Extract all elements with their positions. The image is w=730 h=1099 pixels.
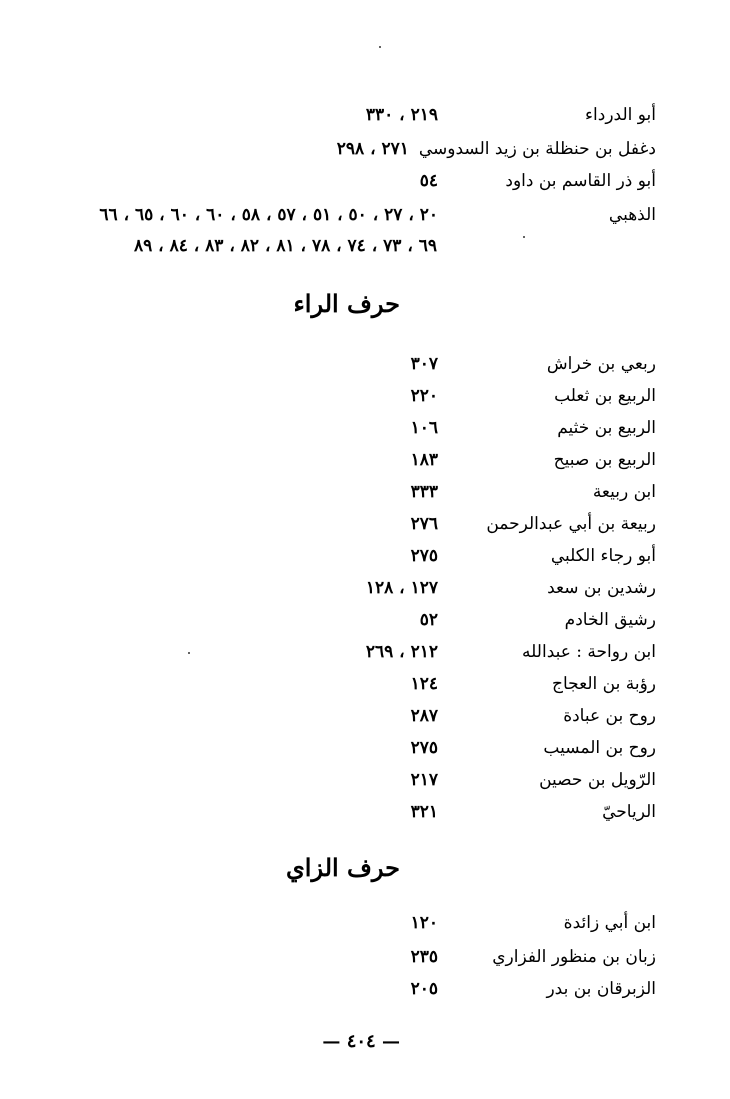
index-entry (288, 509, 656, 539)
entry-name: أبو رجاء الكلبي (550, 546, 656, 566)
section-heading-zay: حرف الزاي (286, 853, 400, 882)
entry-name: الربيع بن صبيح (553, 450, 656, 470)
entry-name: رشدين بن سعد (547, 578, 656, 598)
entry-pages: ٢١٧ (410, 770, 438, 790)
entry-pages: ٣٠٧ (410, 354, 438, 374)
entry-pages: ٢٢٠ (410, 386, 438, 406)
index-entry (288, 701, 656, 731)
index-entry (288, 349, 656, 379)
entry-pages: ١٢٤ (410, 674, 438, 694)
entry-name: الرياحيّ (602, 802, 656, 822)
entry-name: رؤبة بن العجاج (552, 674, 656, 694)
index-entry (288, 381, 656, 411)
index-entry (288, 100, 656, 130)
page-number: — ٤٠٤ — (322, 1031, 400, 1052)
entry-name: أبو ذر القاسم بن داود (505, 171, 656, 191)
index-entry (288, 637, 656, 667)
entry-name: روح بن المسيب (543, 738, 656, 758)
entry-name: ابن أبي زائدة (563, 913, 656, 933)
entry-pages: ١٢٧ ، ١٢٨ (365, 578, 438, 598)
index-entry (288, 733, 656, 763)
entry-name: ابن ربيعة (592, 482, 656, 502)
entry-name: الزبرقان بن بدر (546, 979, 656, 999)
index-entry (288, 573, 656, 603)
entry-pages: ١٠٦ (410, 418, 438, 438)
entry-pages: ٢٧١ ، ٢٩٨ (336, 139, 409, 159)
index-entry (288, 942, 656, 972)
entry-pages: ٢٠ ، ٢٧ ، ٥٠ ، ٥١ ، ٥٧ ، ٥٨ ، ٦٠ ، ٦٠ ، ٦٥ ، ٦٦ (99, 205, 438, 225)
entry-name: ربيعة بن أبي عبدالرحمن (486, 514, 656, 534)
entry-pages: ٢٠٥ (410, 979, 438, 999)
entry-pages: ٢٣٥ (410, 947, 438, 967)
entry-name: الرّويل بن حصين (539, 770, 656, 790)
index-entry (288, 477, 656, 507)
entry-name: ربعي بن خراش (546, 354, 656, 374)
index-entry (337, 134, 656, 164)
entry-pages: ٢١٢ ، ٢٦٩ (365, 642, 438, 662)
entry-pages: ١٢٠ (410, 913, 438, 933)
entry-name: الربيع بن ثعلب (554, 386, 656, 406)
entry-pages: ٣٢١ (410, 802, 438, 822)
entry-pages: ٣٣٣ (410, 482, 438, 502)
index-entry (288, 445, 656, 475)
index-entry (288, 908, 656, 938)
index-entry (288, 669, 656, 699)
entry-pages: ٢٨٧ (410, 706, 438, 726)
entry-pages: ٢٧٥ (410, 546, 438, 566)
section-heading-ra: حرف الراء (293, 289, 400, 318)
index-entry (288, 605, 656, 635)
entry-pages: ٥٢ (419, 610, 438, 630)
index-entry (288, 413, 656, 443)
index-entry (288, 797, 656, 827)
entry-name: الربيع بن خثيم (557, 418, 656, 438)
entry-name: زبان بن منظور الفزاري (492, 947, 656, 967)
entry-name: أبو الدرداء (585, 105, 656, 125)
index-entry (288, 765, 656, 795)
entry-name: الذهبي (608, 205, 656, 225)
entry-pages: ٢١٩ ، ٣٣٠ (365, 105, 438, 125)
index-entry (99, 200, 656, 230)
entry-pages-continuation: ٦٩ ، ٧٣ ، ٧٤ ، ٧٨ ، ٨١ ، ٨٢ ، ٨٣ ، ٨٤ ، ٨٩ (133, 236, 437, 256)
page-speck (188, 652, 190, 654)
entry-name: ابن رواحة : عبدالله (522, 642, 656, 662)
index-entry (288, 974, 656, 1004)
entry-pages: ١٨٣ (410, 450, 438, 470)
entry-pages: ٢٧٥ (410, 738, 438, 758)
index-entry (288, 166, 656, 196)
entry-name: روح بن عبادة (563, 706, 656, 726)
entry-name: دغفل بن حنظلة بن زيد السدوسي (418, 139, 656, 159)
entry-pages: ٥٤ (419, 171, 438, 191)
entry-pages: ٢٧٦ (410, 514, 438, 534)
page-speck (523, 236, 525, 238)
entry-name: رشيق الخادم (564, 610, 656, 630)
page-speck (379, 46, 381, 48)
index-entry (288, 541, 656, 571)
